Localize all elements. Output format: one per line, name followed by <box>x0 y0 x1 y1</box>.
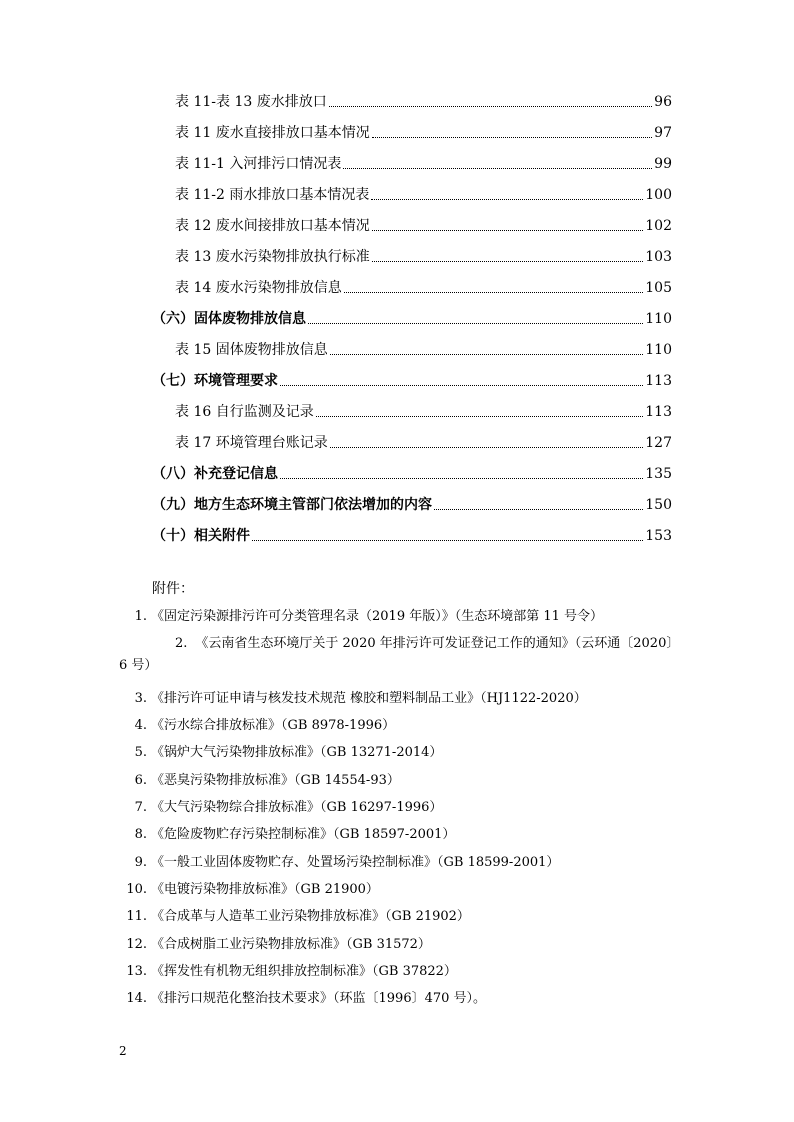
toc-entry[interactable] <box>175 277 672 299</box>
toc-dot-leader <box>280 478 643 479</box>
toc-dot-leader <box>330 354 644 355</box>
attachment-item <box>119 934 431 956</box>
toc-entry-label: 表 11 废水直接排放口基本情况 <box>175 125 370 141</box>
toc-entry[interactable] <box>175 215 672 237</box>
toc-entry[interactable] <box>175 184 672 206</box>
attachment-text: 《合成树脂工业污染物排放标准》（GB 31572） <box>151 937 431 952</box>
attachment-item <box>119 715 395 737</box>
toc-entry[interactable] <box>152 494 672 516</box>
toc-entry[interactable] <box>152 370 672 392</box>
attachment-number: 5. <box>134 745 147 760</box>
attachment-text: 《固定污染源排污许可分类管理名录（2019 年版）》（生态环境部第 11 号令） <box>151 609 604 624</box>
attachment-number: 3. <box>134 691 147 706</box>
attachment-number: 4. <box>134 718 147 733</box>
attachment-text: 《锅炉大气污染物排放标准》（GB 13271-2014） <box>151 745 443 760</box>
toc-entry-label: （八）补充登记信息 <box>152 466 278 482</box>
attachment-item <box>119 770 400 792</box>
attachment-item <box>119 961 457 983</box>
attachment-number: 1. <box>134 609 147 624</box>
attachment-item <box>119 633 674 677</box>
toc-entry-label: 表 11-2 雨水排放口基本情况表 <box>175 187 370 203</box>
toc-dot-leader <box>372 230 644 231</box>
attachment-text: 《一般工业固体废物贮存、处置场污染控制标准》（GB 18599-2001） <box>151 855 560 870</box>
attachment-text: 《恶臭污染物排放标准》（GB 14554-93） <box>151 773 400 788</box>
toc-entry-page: 150 <box>645 497 672 513</box>
toc-dot-leader <box>372 137 652 138</box>
attachment-item <box>119 606 603 628</box>
toc-entry-label: 表 12 废水间接排放口基本情况 <box>175 218 370 234</box>
attachment-number: 7. <box>134 800 147 815</box>
attachment-text: 《危险废物贮存污染控制标准》（GB 18597-2001） <box>151 827 456 842</box>
toc-entry[interactable] <box>175 91 672 113</box>
toc-dot-leader <box>330 447 644 448</box>
toc-entry[interactable] <box>175 122 672 144</box>
toc-dot-leader <box>371 199 643 200</box>
attachment-number: 9. <box>134 855 147 870</box>
toc-dot-leader <box>308 323 643 324</box>
toc-dot-leader <box>280 385 643 386</box>
toc-entry-page: 97 <box>654 125 672 141</box>
toc-dot-leader <box>344 292 644 293</box>
toc-entry-label: 表 13 废水污染物排放执行标准 <box>175 249 370 265</box>
toc-entry-label: （九）地方生态环境主管部门依法增加的内容 <box>152 497 432 513</box>
toc-entry-page: 102 <box>645 218 672 234</box>
attachment-text: 《云南省生态环境厅关于 2020 年排污许可发证登记工作的通知》（云环通〔2020〕6 号） <box>119 636 673 673</box>
attachment-text: 《排污许可证申请与核发技术规范 橡胶和塑料制品工业》（HJ1122-2020） <box>151 691 587 706</box>
toc-entry-page: 113 <box>645 373 672 389</box>
toc-entry-page: 96 <box>654 94 672 110</box>
toc-entry-page: 99 <box>654 156 672 172</box>
toc-entry-page: 127 <box>645 435 672 451</box>
attachment-number: 2. <box>175 636 188 651</box>
attachment-item <box>119 742 442 764</box>
toc-entry-label: （七）环境管理要求 <box>152 373 278 389</box>
attachment-text: 《排污口规范化整治技术要求》（环监〔1996〕470 号）。 <box>151 991 487 1006</box>
toc-entry-page: 103 <box>645 249 672 265</box>
attachment-item <box>119 906 470 928</box>
attachment-number: 10. <box>126 882 147 897</box>
toc-entry[interactable] <box>175 401 672 423</box>
attachment-text: 《电镀污染物排放标准》（GB 21900） <box>151 882 379 897</box>
attachment-number: 11. <box>126 909 147 924</box>
toc-entry-page: 105 <box>645 280 672 296</box>
toc-entry-label: 表 11-1 入河排污口情况表 <box>175 156 342 172</box>
attachment-item <box>119 824 455 846</box>
attachment-number: 6. <box>134 773 147 788</box>
toc-entry-page: 135 <box>645 466 672 482</box>
toc-entry-label: 表 11-表 13 废水排放口 <box>175 94 327 110</box>
toc-entry[interactable] <box>152 308 672 330</box>
toc-entry-page: 100 <box>645 187 672 203</box>
toc-entry[interactable] <box>175 432 672 454</box>
attachment-text: 《挥发性有机物无组织排放控制标准》（GB 37822） <box>151 964 457 979</box>
toc-entry-label: （六）固体废物排放信息 <box>152 311 306 327</box>
toc-dot-leader <box>316 416 644 417</box>
toc-dot-leader <box>343 168 652 169</box>
attachment-text: 《污水综合排放标准》（GB 8978-1996） <box>151 718 396 733</box>
attachment-item <box>119 879 379 901</box>
toc-dot-leader <box>372 261 644 262</box>
toc-entry-page: 110 <box>645 342 672 358</box>
attachment-number: 13. <box>126 964 147 979</box>
attachment-number: 14. <box>126 991 147 1006</box>
toc-entry-label: （十）相关附件 <box>152 528 250 544</box>
toc-entry-page: 110 <box>645 311 672 327</box>
attachment-item <box>119 797 442 819</box>
toc-dot-leader <box>434 509 643 510</box>
toc-entry-label: 表 17 环境管理台账记录 <box>175 435 328 451</box>
toc-entry[interactable] <box>152 525 672 547</box>
toc-entry[interactable] <box>152 463 672 485</box>
toc-entry-page: 153 <box>645 528 672 544</box>
attachment-item <box>119 988 486 1010</box>
page-number: 2 <box>119 1044 127 1058</box>
attachment-number: 8. <box>134 827 147 842</box>
attachments-heading: 附件： <box>152 581 194 597</box>
toc-entry[interactable] <box>175 153 672 175</box>
toc-entry-label: 表 16 自行监测及记录 <box>175 404 314 420</box>
toc-entry-label: 表 14 废水污染物排放信息 <box>175 280 342 296</box>
toc-entry-label: 表 15 固体废物排放信息 <box>175 342 328 358</box>
toc-entry[interactable] <box>175 339 672 361</box>
toc-dot-leader <box>252 540 643 541</box>
attachment-item <box>119 852 559 874</box>
toc-entry[interactable] <box>175 246 672 268</box>
attachment-text: 《大气污染物综合排放标准》（GB 16297-1996） <box>151 800 443 815</box>
toc-entry-page: 113 <box>645 404 672 420</box>
attachment-item <box>119 688 587 710</box>
attachment-text: 《合成革与人造革工业污染物排放标准》（GB 21902） <box>151 909 470 924</box>
attachment-number: 12. <box>126 937 147 952</box>
toc-dot-leader <box>329 106 652 107</box>
